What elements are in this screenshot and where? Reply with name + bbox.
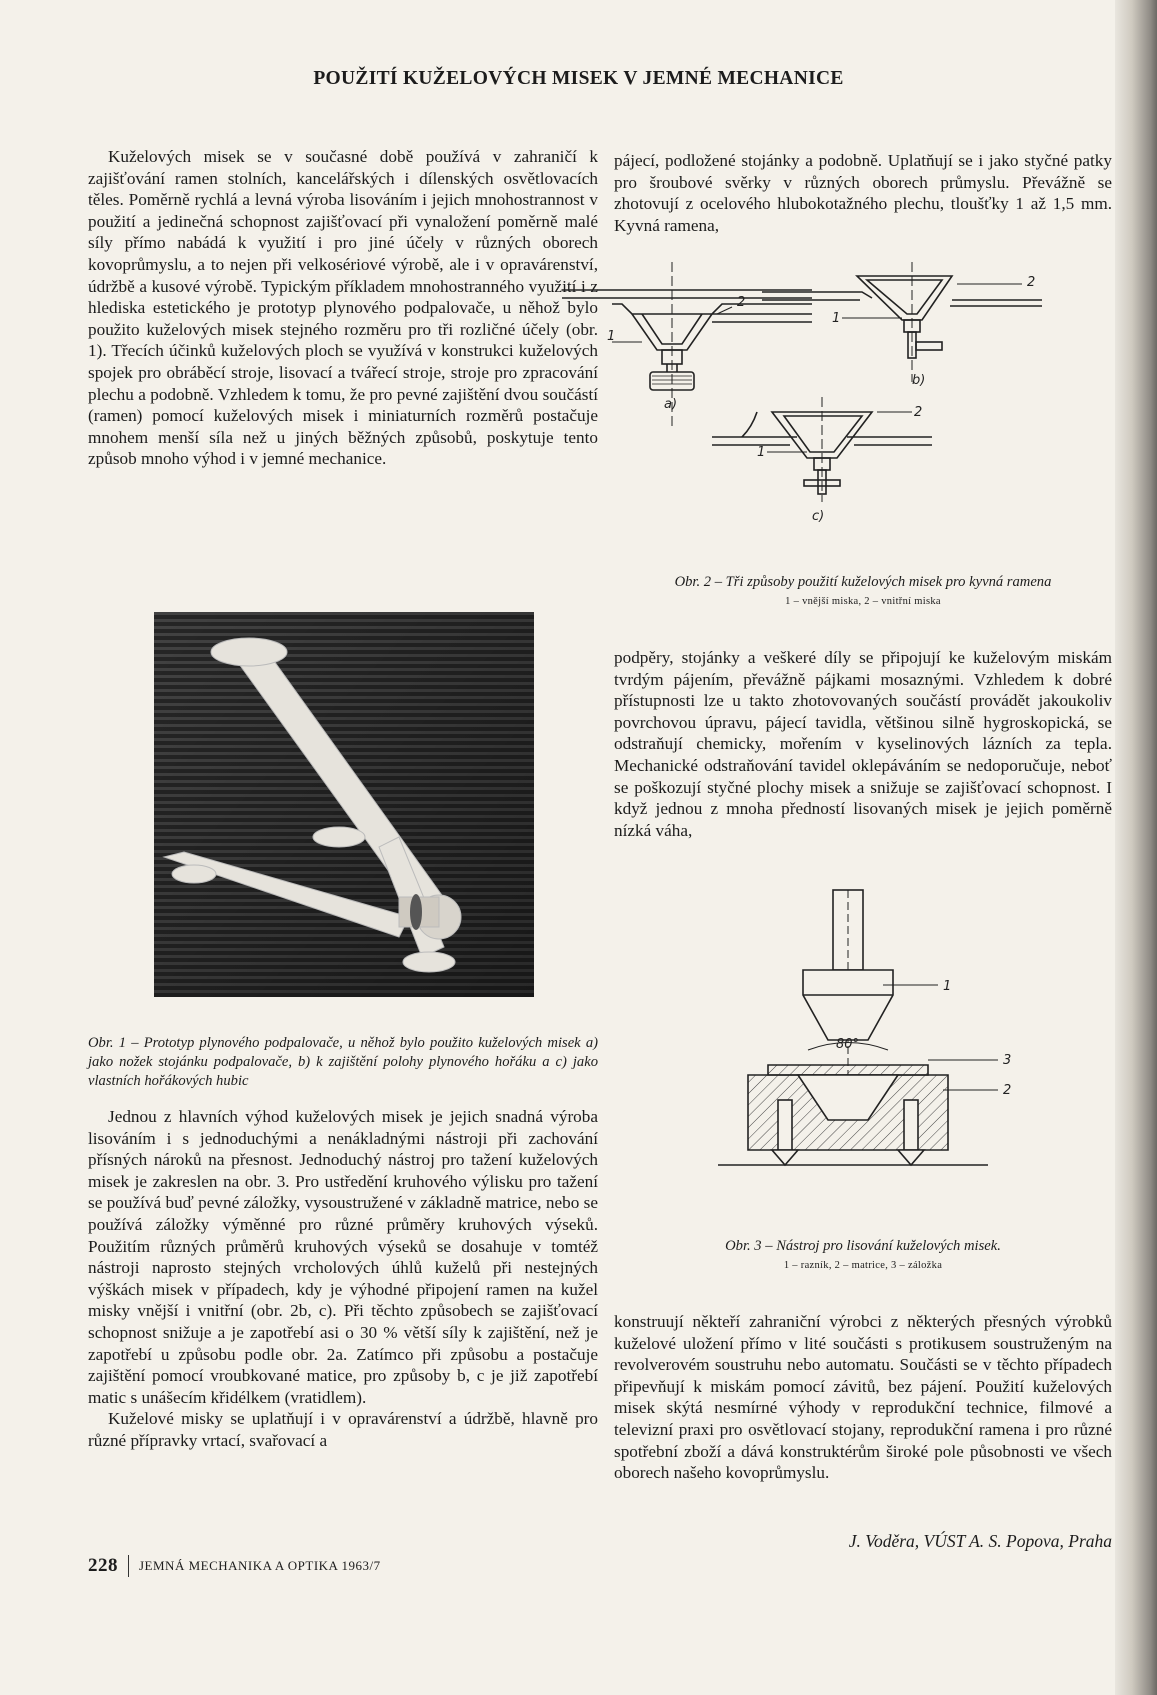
- fig2-label-1c: 1: [757, 445, 766, 460]
- right-column-top-text: [614, 150, 1112, 236]
- paragraph: Kuželových misek se v současné době používá v zahraničí k zajišťování ramen stolních, kancelářských i dílenských osvětlovacích těles. Poměrně rychlá a levná výroba lisováním i jejich mnohostrannost v použití a jedinečná schopnost zajišťovací při vynaložení poměrně malé síly přímo nabádá k využití i pro jiné účely v různých oborech kovoprůmyslu, a to nejen při velkosériové výrobě, ale i v opravárenství, údržbě a kusové výrobě. Typickým příkladem mnohostranného využití i z hlediska estetického je prototyp plynového podpalovače, u něhož bylo použito kuželových misek stejného rozměru pro tři rozličné účely (obr. 1). Třecích účinků kuželových ploch se využívá v konstrukci kuželových spojek pro obráběcí stroje, lisovací a tvářecí stroje, stroje pro zpracování plechu a podobně. Vzhledem k tomu, že pro pevné zajištění dvou součástí (ramen) pomocí kuželových misek i miniaturních rozměrů postačuje mnohem menší síla než u jiných běžných způsobů, poskytuje tento způsob mnoho výhod i v jemné mechanice.: [88, 147, 598, 469]
- figure-1-photo: [154, 612, 534, 997]
- left-column-top-text: [88, 146, 598, 470]
- fig3-label-1: 1: [943, 979, 952, 994]
- figure-2-caption-text: Obr. 2 – Tři způsoby použití kuželových misek pro kyvná ramena: [674, 574, 1052, 590]
- page-number: 228: [88, 1555, 118, 1576]
- author-signature: J. Voděra, VÚST A. S. Popova, Praha: [848, 1531, 1112, 1551]
- fig3-label-2: 2: [1003, 1083, 1012, 1098]
- figure-3-caption: [614, 1237, 1112, 1275]
- fig2-label-2b: 2: [1027, 275, 1036, 290]
- paragraph: Jednou z hlavních výhod kuželových misek je jejich snadná výroba lisováním i s jednoduchými a nenákladnými nástroji při zachování přísných nároků na přesnost. Jednoduchý nástroj pro tažení kuželových misek je zakreslen na obr. 3. Pro ustředění kruhového výlisku pro tažení se používá buď pevné záložky, vysoustružené v základně matrice, nebo se používá záložky výměnné pro různé průměry kruhových výseků. Použitím různých průměrů kruhových výseků se dosahuje v tomtéž nástroji naprosto stejných vrcholových úhlů kuželů při nestejných výškách misek v případech, kdy je výhodné připojení ramen na kužel misky vnější i vnitřní (obr. 2b, c). Při těchto způsobech se zajišťovací schopnost snižuje a je zapotřebí asi o 30 % větší síly k zajištění, než je zapotřebí u způsobu podle obr. 2a. Zatímco při způsobu a postačuje zajištění pomocí vroubkované matice, pro způsoby b, c je již zapotřebí matic s unášecím křidélkem (vratidlem).: [88, 1107, 598, 1407]
- fig3-label-3: 3: [1003, 1053, 1012, 1068]
- figure-2-caption: [614, 573, 1112, 611]
- fig2-label-1b: 1: [832, 311, 841, 326]
- figure-2-drawing: [607, 262, 1112, 562]
- fig2-label-1a: 1: [607, 329, 616, 344]
- right-column-middle-text: [614, 647, 1112, 841]
- paragraph: pájecí, podložené stojánky a podobně. Uplatňují se i jako styčné patky pro šroubové svěrky v různých oborech průmyslu. Převážně se zhotovují z ocelového hlubokotažného plechu, tloušťky 1 až 1,5 mm. Kyvná ramena,: [614, 151, 1112, 235]
- paragraph: konstruují někteří zahraniční výrobci z některých přesných výrobků kuželové uložení přímo v lité součásti s protikusem soustruženým na revolverovém soustruhu nebo automatu. Součásti se v těchto případech připevňují k miskám pomocí závitů, bez pájení. Použití kuželových misek skýtá nesmírné výhody v reprodukční technice, filmové a televizní praxi pro osvětlovací stojany, reprodukční ramena i pro různé spotřební zboží a dává konstruktérům široké pole působnosti ve všech oborech našeho kovoprůmyslu.: [614, 1312, 1112, 1483]
- fig3-angle-label: 80°: [836, 1037, 860, 1052]
- figure-3-caption-text: Obr. 3 – Nástroj pro lisování kuželových misek.: [725, 1238, 1001, 1254]
- fig2-label-2c: 2: [914, 405, 923, 420]
- article-title: POUŽITÍ KUŽELOVÝCH MISEK V JEMNÉ MECHANICE: [313, 68, 844, 89]
- fig2-label-a: a): [664, 397, 678, 412]
- right-column-bottom-text: [614, 1311, 1112, 1484]
- footer-divider: [128, 1555, 129, 1577]
- left-column-bottom-text: [88, 1106, 598, 1452]
- figure-1-caption: Obr. 1 – Prototyp plynového podpalovače, u něhož bylo použito kuželových misek a) jako nožek stojánku podpalovače, b) k zajištění polohy plynového hořáku a c) jako vlastních hořákových hubic: [88, 1035, 598, 1089]
- figure-3-legend: 1 – razník, 2 – matrice, 3 – záložka: [783, 1260, 943, 1271]
- fig2-label-2a: 2: [737, 295, 746, 310]
- figure-3-drawing: [748, 890, 1038, 1210]
- figure-2-legend: 1 – vnější miska, 2 – vnitřní miska: [785, 596, 941, 607]
- paragraph: podpěry, stojánky a veškeré díly se připojují ke kuželovým miskám tvrdým pájením, převážně pájkami mosaznými. Vzhledem k dobré přístupnosti lze u takto zhotovovaných součástí provádět jakoukoliv povrchovou úpravu, pájecí tavidla, většinou silně hygroskopická, se odstraňují chemicky, mořením v kyselinových lázních za tepla. Mechanické odstraňování tavidel oklepáváním se nedoporučuje, neboť se poškozují styčné plochy misek a snižuje se zajišťovací schopnost. I když jednou z mnoha předností lisovaných misek je jejich poměrně nízká váha,: [614, 648, 1112, 840]
- fig2-label-c: c): [812, 509, 825, 524]
- page-binding-edge: [1115, 0, 1157, 1695]
- paragraph: Kuželové misky se uplatňují i v opravárenství a údržbě, hlavně pro různé přípravky vrtací, svařovací a: [88, 1409, 598, 1450]
- fig2-label-b: b): [912, 373, 926, 388]
- page-footer: [88, 1555, 381, 1577]
- journal-name: JEMNÁ MECHANIKA A OPTIKA 1963/7: [139, 1558, 381, 1573]
